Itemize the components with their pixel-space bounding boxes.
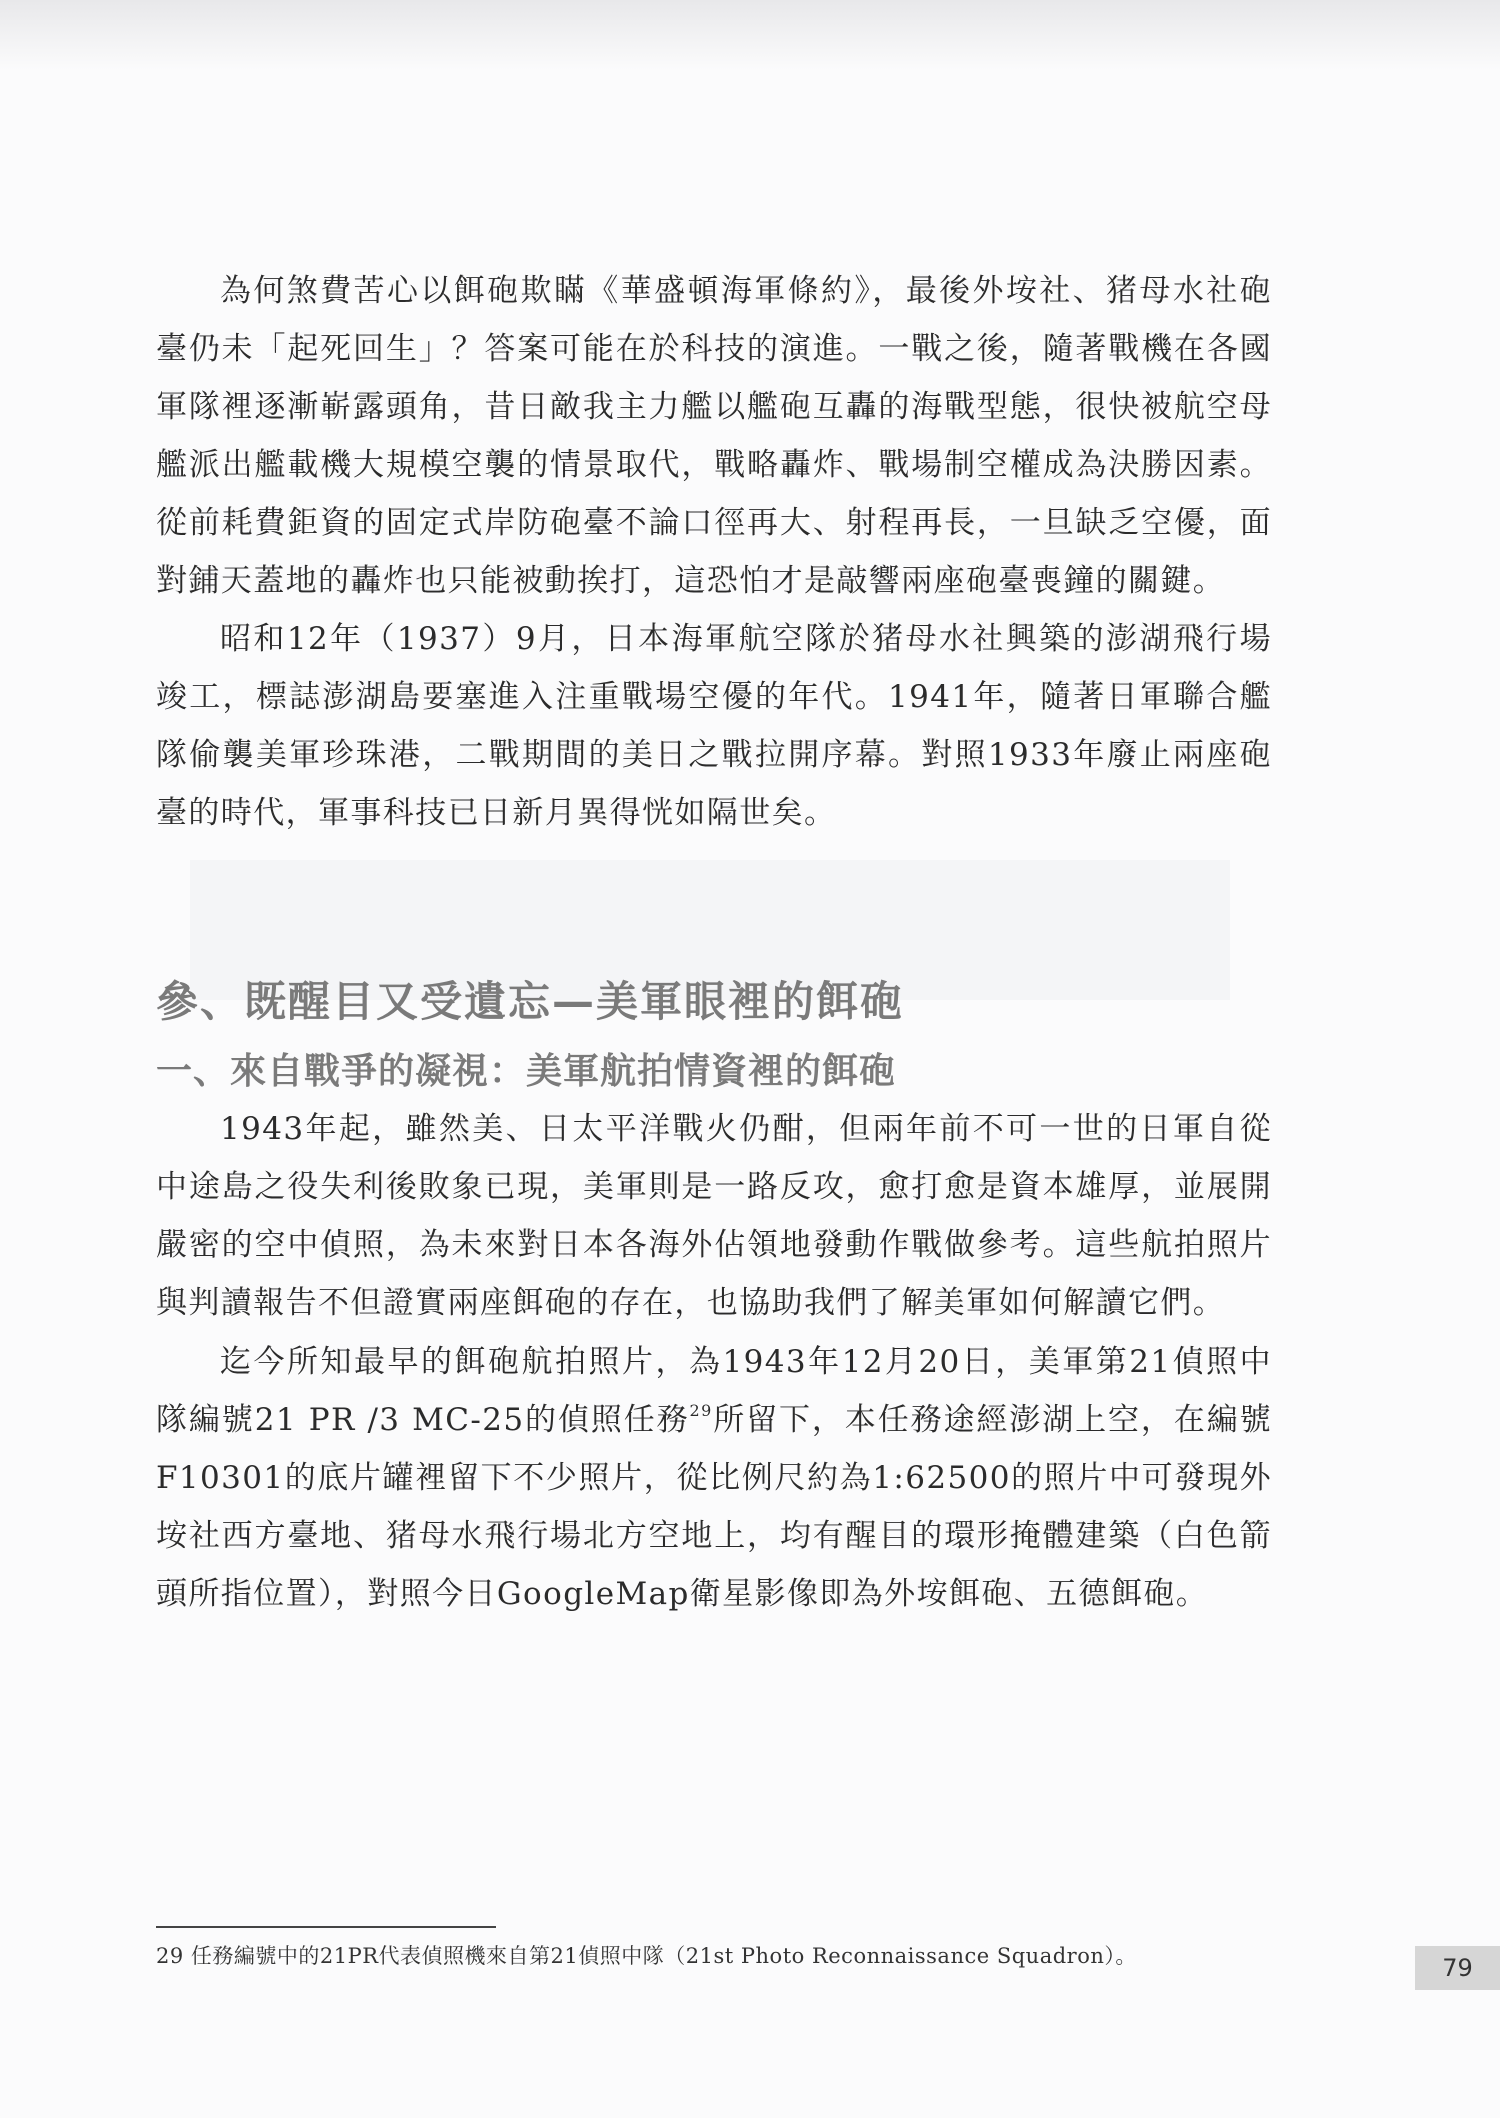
section-heading: 參、既醒目又受遺忘—美軍眼裡的餌砲	[156, 977, 905, 1026]
footnote-divider	[156, 1926, 496, 1928]
paragraph-2: 昭和12年（1937）9月，日本海軍航空隊於猪母水社興築的澎湖飛行場竣工，標誌澎湖島要塞進入注重戰場空優的年代。1941年，隨著日軍聯合艦隊偷襲美軍珍珠港，二戰期間的美日之戰拉開序幕。對照1933年廢止兩座砲臺的時代，軍事科技已日新月異得恍如隔世矣。	[156, 621, 1272, 831]
paragraph-4-part-a: 迄今所知最早的餌砲航拍照片，為1943年12月20日，美軍第21偵照中隊編號21 PR /3 MC-25的偵照任務	[156, 1344, 1272, 1438]
scan-edge	[0, 0, 1500, 70]
footnote-reference[interactable]: 29	[689, 1401, 713, 1420]
footnote-29: 29 任務編號中的21PR代表偵照機來自第21偵照中隊（21st Photo Reconnaissance Squadron）。	[156, 1944, 1137, 1968]
paragraph-1: 為何煞費苦心以餌砲欺瞞《華盛頓海軍條約》，最後外垵社、猪母水社砲臺仍未「起死回生」？答案可能在於科技的演進。一戰之後，隨著戰機在各國軍隊裡逐漸嶄露頭角，昔日敵我主力艦以艦砲互轟的海戰型態，很快被航空母艦派出艦載機大規模空襲的情景取代，戰略轟炸、戰場制空權成為決勝因素。從前耗費鉅資的固定式岸防砲臺不論口徑再大、射程再長，一旦缺乏空優，面對鋪天蓋地的轟炸也只能被動挨打，這恐怕才是敲響兩座砲臺喪鐘的關鍵。	[156, 273, 1272, 599]
page-number: 79	[1415, 1946, 1500, 1990]
paragraph-4	[156, 1333, 1272, 1623]
paragraph-4-part-b: 所留下，本任務途經澎湖上空，在編號F10301的底片罐裡留下不少照片，從比例尺約為1:62500的照片中可發現外垵社西方臺地、猪母水飛行場北方空地上，均有醒目的環形掩體建築（白色箭頭所指位置），對照今日GoogleMap衛星影像即為外垵餌砲、五德餌砲。	[156, 1402, 1272, 1612]
subsection-heading: 一、來自戰爭的凝視：美軍航拍情資裡的餌砲	[156, 1051, 897, 1092]
paragraph-3: 1943年起，雖然美、日太平洋戰火仍酣，但兩年前不可一世的日軍自從中途島之役失利後敗象已現，美軍則是一路反攻，愈打愈是資本雄厚，並展開嚴密的空中偵照，為未來對日本各海外佔領地發動作戰做參考。這些航拍照片與判讀報告不但證實兩座餌砲的存在，也協助我們了解美軍如何解讀它們。	[156, 1111, 1272, 1321]
